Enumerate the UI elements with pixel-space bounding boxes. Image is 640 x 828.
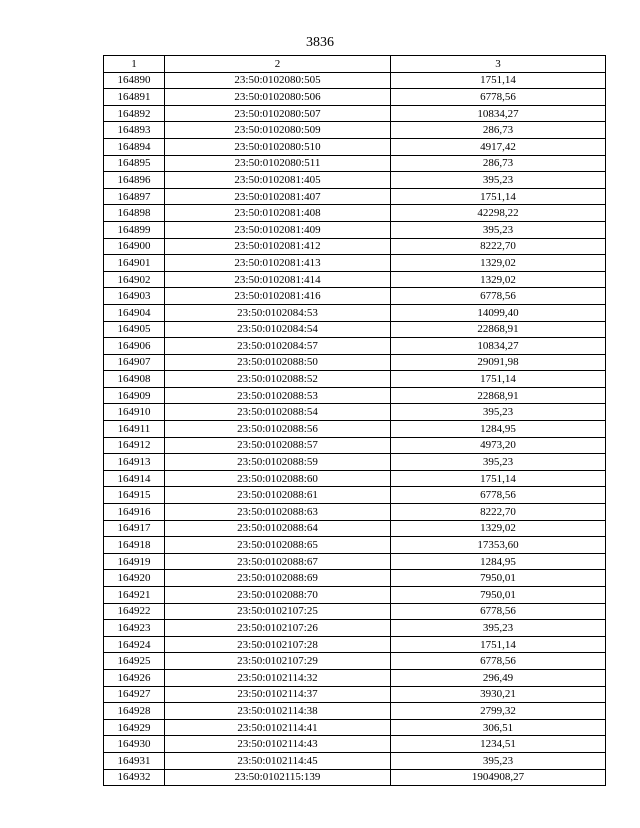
table-row <box>104 703 606 720</box>
value-cell: 6778,56 <box>391 603 606 620</box>
value-cell: 395,23 <box>391 620 606 637</box>
table-row <box>104 155 606 172</box>
row-number-cell: 164897 <box>104 188 165 205</box>
table-row <box>104 188 606 205</box>
row-number-cell: 164903 <box>104 288 165 305</box>
cadastral-number-cell: 23:50:0102088:61 <box>165 487 391 504</box>
table-row <box>104 437 606 454</box>
header-row <box>104 56 606 73</box>
cadastral-number-cell: 23:50:0102088:65 <box>165 537 391 554</box>
value-cell: 6778,56 <box>391 89 606 106</box>
value-cell: 1751,14 <box>391 636 606 653</box>
cadastral-number-cell: 23:50:0102114:37 <box>165 686 391 703</box>
table-row <box>104 205 606 222</box>
value-cell: 1329,02 <box>391 520 606 537</box>
cadastral-number-cell: 23:50:0102107:28 <box>165 636 391 653</box>
table-row <box>104 288 606 305</box>
row-number-cell: 164927 <box>104 686 165 703</box>
row-number-cell: 164921 <box>104 587 165 604</box>
value-cell: 8222,70 <box>391 504 606 521</box>
table-row <box>104 653 606 670</box>
value-cell: 306,51 <box>391 719 606 736</box>
value-cell: 1284,95 <box>391 553 606 570</box>
table-row <box>104 752 606 769</box>
value-cell: 7950,01 <box>391 587 606 604</box>
value-cell: 1751,14 <box>391 470 606 487</box>
value-cell: 42298,22 <box>391 205 606 222</box>
table-row <box>104 504 606 521</box>
value-cell: 1329,02 <box>391 271 606 288</box>
value-cell: 1751,14 <box>391 72 606 89</box>
cadastral-number-cell: 23:50:0102081:416 <box>165 288 391 305</box>
table-row <box>104 769 606 786</box>
cadastral-number-cell: 23:50:0102081:407 <box>165 188 391 205</box>
cadastral-number-cell: 23:50:0102084:53 <box>165 304 391 321</box>
table-row <box>104 553 606 570</box>
row-number-cell: 164931 <box>104 752 165 769</box>
row-number-cell: 164892 <box>104 105 165 122</box>
value-cell: 4973,20 <box>391 437 606 454</box>
row-number-cell: 164896 <box>104 172 165 189</box>
cadastral-number-cell: 23:50:0102114:38 <box>165 703 391 720</box>
table-row <box>104 404 606 421</box>
table-row <box>104 138 606 155</box>
value-cell: 1234,51 <box>391 736 606 753</box>
table-row <box>104 669 606 686</box>
value-cell: 22868,91 <box>391 321 606 338</box>
value-cell: 14099,40 <box>391 304 606 321</box>
cadastral-number-cell: 23:50:0102080:506 <box>165 89 391 106</box>
row-number-cell: 164908 <box>104 371 165 388</box>
value-cell: 395,23 <box>391 752 606 769</box>
row-number-cell: 164898 <box>104 205 165 222</box>
table-row <box>104 321 606 338</box>
row-number-cell: 164899 <box>104 221 165 238</box>
row-number-cell: 164919 <box>104 553 165 570</box>
table-row <box>104 304 606 321</box>
cadastral-number-cell: 23:50:0102080:511 <box>165 155 391 172</box>
cadastral-number-cell: 23:50:0102088:63 <box>165 504 391 521</box>
cadastral-number-cell: 23:50:0102088:64 <box>165 520 391 537</box>
row-number-cell: 164904 <box>104 304 165 321</box>
row-number-cell: 164912 <box>104 437 165 454</box>
value-cell: 1751,14 <box>391 188 606 205</box>
cadastral-number-cell: 23:50:0102114:32 <box>165 669 391 686</box>
cadastral-number-cell: 23:50:0102084:57 <box>165 338 391 355</box>
value-cell: 17353,60 <box>391 537 606 554</box>
value-cell: 10834,27 <box>391 105 606 122</box>
row-number-cell: 164929 <box>104 719 165 736</box>
cadastral-number-cell: 23:50:0102107:25 <box>165 603 391 620</box>
row-number-cell: 164920 <box>104 570 165 587</box>
value-cell: 8222,70 <box>391 238 606 255</box>
row-number-cell: 164915 <box>104 487 165 504</box>
table-row <box>104 620 606 637</box>
value-cell: 10834,27 <box>391 338 606 355</box>
table-row <box>104 72 606 89</box>
table-row <box>104 238 606 255</box>
value-cell: 1329,02 <box>391 255 606 272</box>
cadastral-number-cell: 23:50:0102084:54 <box>165 321 391 338</box>
header-cell-3: 3 <box>391 56 606 73</box>
row-number-cell: 164900 <box>104 238 165 255</box>
cadastral-number-cell: 23:50:0102088:52 <box>165 371 391 388</box>
table-body <box>104 72 606 786</box>
table-row <box>104 470 606 487</box>
row-number-cell: 164916 <box>104 504 165 521</box>
row-number-cell: 164923 <box>104 620 165 637</box>
table-row <box>104 421 606 438</box>
cadastral-number-cell: 23:50:0102088:70 <box>165 587 391 604</box>
row-number-cell: 164913 <box>104 454 165 471</box>
table-row <box>104 221 606 238</box>
cadastral-number-cell: 23:50:0102080:507 <box>165 105 391 122</box>
cadastral-number-cell: 23:50:0102080:510 <box>165 138 391 155</box>
row-number-cell: 164918 <box>104 537 165 554</box>
table-row <box>104 570 606 587</box>
table-row <box>104 636 606 653</box>
table-row <box>104 354 606 371</box>
cadastral-number-cell: 23:50:0102114:41 <box>165 719 391 736</box>
table-row <box>104 487 606 504</box>
value-cell: 395,23 <box>391 221 606 238</box>
cadastral-number-cell: 23:50:0102088:56 <box>165 421 391 438</box>
value-cell: 2799,32 <box>391 703 606 720</box>
row-number-cell: 164895 <box>104 155 165 172</box>
row-number-cell: 164930 <box>104 736 165 753</box>
cadastral-number-cell: 23:50:0102088:50 <box>165 354 391 371</box>
table-row <box>104 255 606 272</box>
cadastral-number-cell: 23:50:0102081:408 <box>165 205 391 222</box>
table-row <box>104 105 606 122</box>
value-cell: 7950,01 <box>391 570 606 587</box>
row-number-cell: 164901 <box>104 255 165 272</box>
value-cell: 1751,14 <box>391 371 606 388</box>
cadastral-number-cell: 23:50:0102081:409 <box>165 221 391 238</box>
row-number-cell: 164894 <box>104 138 165 155</box>
row-number-cell: 164925 <box>104 653 165 670</box>
table-row <box>104 371 606 388</box>
row-number-cell: 164928 <box>104 703 165 720</box>
cadastral-number-cell: 23:50:0102081:413 <box>165 255 391 272</box>
cadastral-number-cell: 23:50:0102107:29 <box>165 653 391 670</box>
row-number-cell: 164907 <box>104 354 165 371</box>
value-cell: 286,73 <box>391 122 606 139</box>
table-row <box>104 736 606 753</box>
cadastral-number-cell: 23:50:0102088:54 <box>165 404 391 421</box>
value-cell: 22868,91 <box>391 387 606 404</box>
cadastral-number-cell: 23:50:0102081:414 <box>165 271 391 288</box>
row-number-cell: 164922 <box>104 603 165 620</box>
value-cell: 395,23 <box>391 404 606 421</box>
row-number-cell: 164893 <box>104 122 165 139</box>
row-number-cell: 164891 <box>104 89 165 106</box>
cadastral-number-cell: 23:50:0102088:69 <box>165 570 391 587</box>
row-number-cell: 164926 <box>104 669 165 686</box>
cadastral-number-cell: 23:50:0102080:505 <box>165 72 391 89</box>
row-number-cell: 164902 <box>104 271 165 288</box>
row-number-cell: 164932 <box>104 769 165 786</box>
value-cell: 395,23 <box>391 454 606 471</box>
value-cell: 4917,42 <box>391 138 606 155</box>
row-number-cell: 164917 <box>104 520 165 537</box>
table-row <box>104 122 606 139</box>
cadastral-number-cell: 23:50:0102115:139 <box>165 769 391 786</box>
page-number: 3836 <box>306 35 334 50</box>
value-cell: 296,49 <box>391 669 606 686</box>
value-cell: 286,73 <box>391 155 606 172</box>
cadastral-number-cell: 23:50:0102088:59 <box>165 454 391 471</box>
cadastral-number-cell: 23:50:0102088:53 <box>165 387 391 404</box>
data-table <box>103 55 606 786</box>
cadastral-number-cell: 23:50:0102114:43 <box>165 736 391 753</box>
value-cell: 6778,56 <box>391 288 606 305</box>
value-cell: 6778,56 <box>391 653 606 670</box>
cadastral-number-cell: 23:50:0102088:60 <box>165 470 391 487</box>
cadastral-number-cell: 23:50:0102114:45 <box>165 752 391 769</box>
value-cell: 3930,21 <box>391 686 606 703</box>
table-row <box>104 537 606 554</box>
table-row <box>104 338 606 355</box>
cadastral-number-cell: 23:50:0102088:67 <box>165 553 391 570</box>
table-row <box>104 172 606 189</box>
value-cell: 1284,95 <box>391 421 606 438</box>
value-cell: 1904908,27 <box>391 769 606 786</box>
row-number-cell: 164905 <box>104 321 165 338</box>
table-row <box>104 719 606 736</box>
row-number-cell: 164914 <box>104 470 165 487</box>
value-cell: 395,23 <box>391 172 606 189</box>
table-header <box>104 56 606 73</box>
table-row <box>104 454 606 471</box>
table-row <box>104 387 606 404</box>
table-row <box>104 89 606 106</box>
table-row <box>104 520 606 537</box>
row-number-cell: 164911 <box>104 421 165 438</box>
table-row <box>104 686 606 703</box>
table-row <box>104 271 606 288</box>
header-cell-1: 1 <box>104 56 165 73</box>
table-row <box>104 587 606 604</box>
row-number-cell: 164924 <box>104 636 165 653</box>
row-number-cell: 164910 <box>104 404 165 421</box>
cadastral-number-cell: 23:50:0102088:57 <box>165 437 391 454</box>
row-number-cell: 164906 <box>104 338 165 355</box>
cadastral-number-cell: 23:50:0102081:412 <box>165 238 391 255</box>
cadastral-number-cell: 23:50:0102107:26 <box>165 620 391 637</box>
value-cell: 29091,98 <box>391 354 606 371</box>
table-row <box>104 603 606 620</box>
cadastral-number-cell: 23:50:0102081:405 <box>165 172 391 189</box>
row-number-cell: 164909 <box>104 387 165 404</box>
cadastral-number-cell: 23:50:0102080:509 <box>165 122 391 139</box>
value-cell: 6778,56 <box>391 487 606 504</box>
row-number-cell: 164890 <box>104 72 165 89</box>
header-cell-2: 2 <box>165 56 391 73</box>
